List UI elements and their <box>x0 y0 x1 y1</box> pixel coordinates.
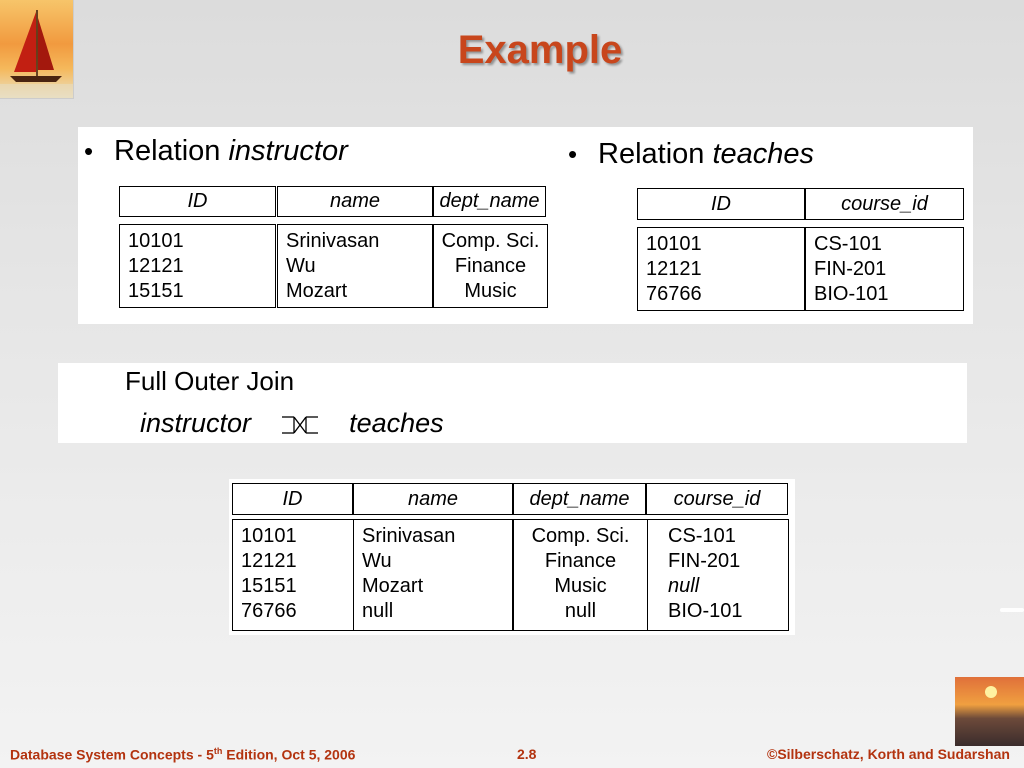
result-header-dept: dept_name <box>513 483 646 515</box>
result-header-name: name <box>353 483 513 515</box>
footer-book-info: Database System Concepts - 5th Edition, Oct 5, 2006 <box>10 746 356 763</box>
result-header-id: ID <box>232 483 353 515</box>
teaches-header-id: ID <box>637 188 805 220</box>
instructor-col-name: Srinivasan Wu Mozart <box>277 224 433 308</box>
result-col-course <box>647 519 789 631</box>
slide-title: Example <box>457 28 623 72</box>
result-col-id: 10101 12121 15151 76766 <box>232 519 354 631</box>
result-course-1: CS-101 <box>668 525 736 547</box>
join-expression <box>140 408 444 439</box>
full-outer-join-icon <box>280 414 320 436</box>
join-heading: Full Outer Join <box>125 366 295 396</box>
result-col-name: Srinivasan Wu Mozart null <box>353 519 513 631</box>
teaches-name: teaches <box>712 138 815 170</box>
footer-copyright: ©Silberschatz, Korth and Sudarshan <box>767 746 1010 762</box>
instructor-header-name: name <box>277 186 433 217</box>
footer-page-number: 2.8 <box>517 746 537 762</box>
teaches-col-course: CS-101 FIN-201 BIO-101 <box>805 227 964 311</box>
instructor-label: • Relation instructor <box>84 135 348 167</box>
sun-icon <box>985 686 997 698</box>
instructor-col-dept: Comp. Sci. Finance Music <box>433 224 548 308</box>
result-course-3: null <box>668 575 700 597</box>
result-course-4: BIO-101 <box>668 600 743 622</box>
instructor-col-id: 10101 12121 15151 <box>119 224 276 308</box>
teaches-header-course: course_id <box>805 188 964 220</box>
decorative-swoosh <box>1000 608 1024 612</box>
instructor-name: instructor <box>228 135 348 167</box>
join-left-relation: instructor <box>140 408 252 438</box>
join-right-relation: teaches <box>349 408 444 438</box>
result-header-course: course_id <box>646 483 788 515</box>
teaches-label: • Relation teaches <box>568 138 815 170</box>
instructor-header-dept: dept_name <box>433 186 546 217</box>
result-course-2: FIN-201 <box>668 550 741 572</box>
teaches-col-id: 10101 12121 76766 <box>637 227 805 311</box>
instructor-header-id: ID <box>119 186 276 217</box>
result-col-dept: Comp. Sci. Finance Music null <box>513 519 648 631</box>
